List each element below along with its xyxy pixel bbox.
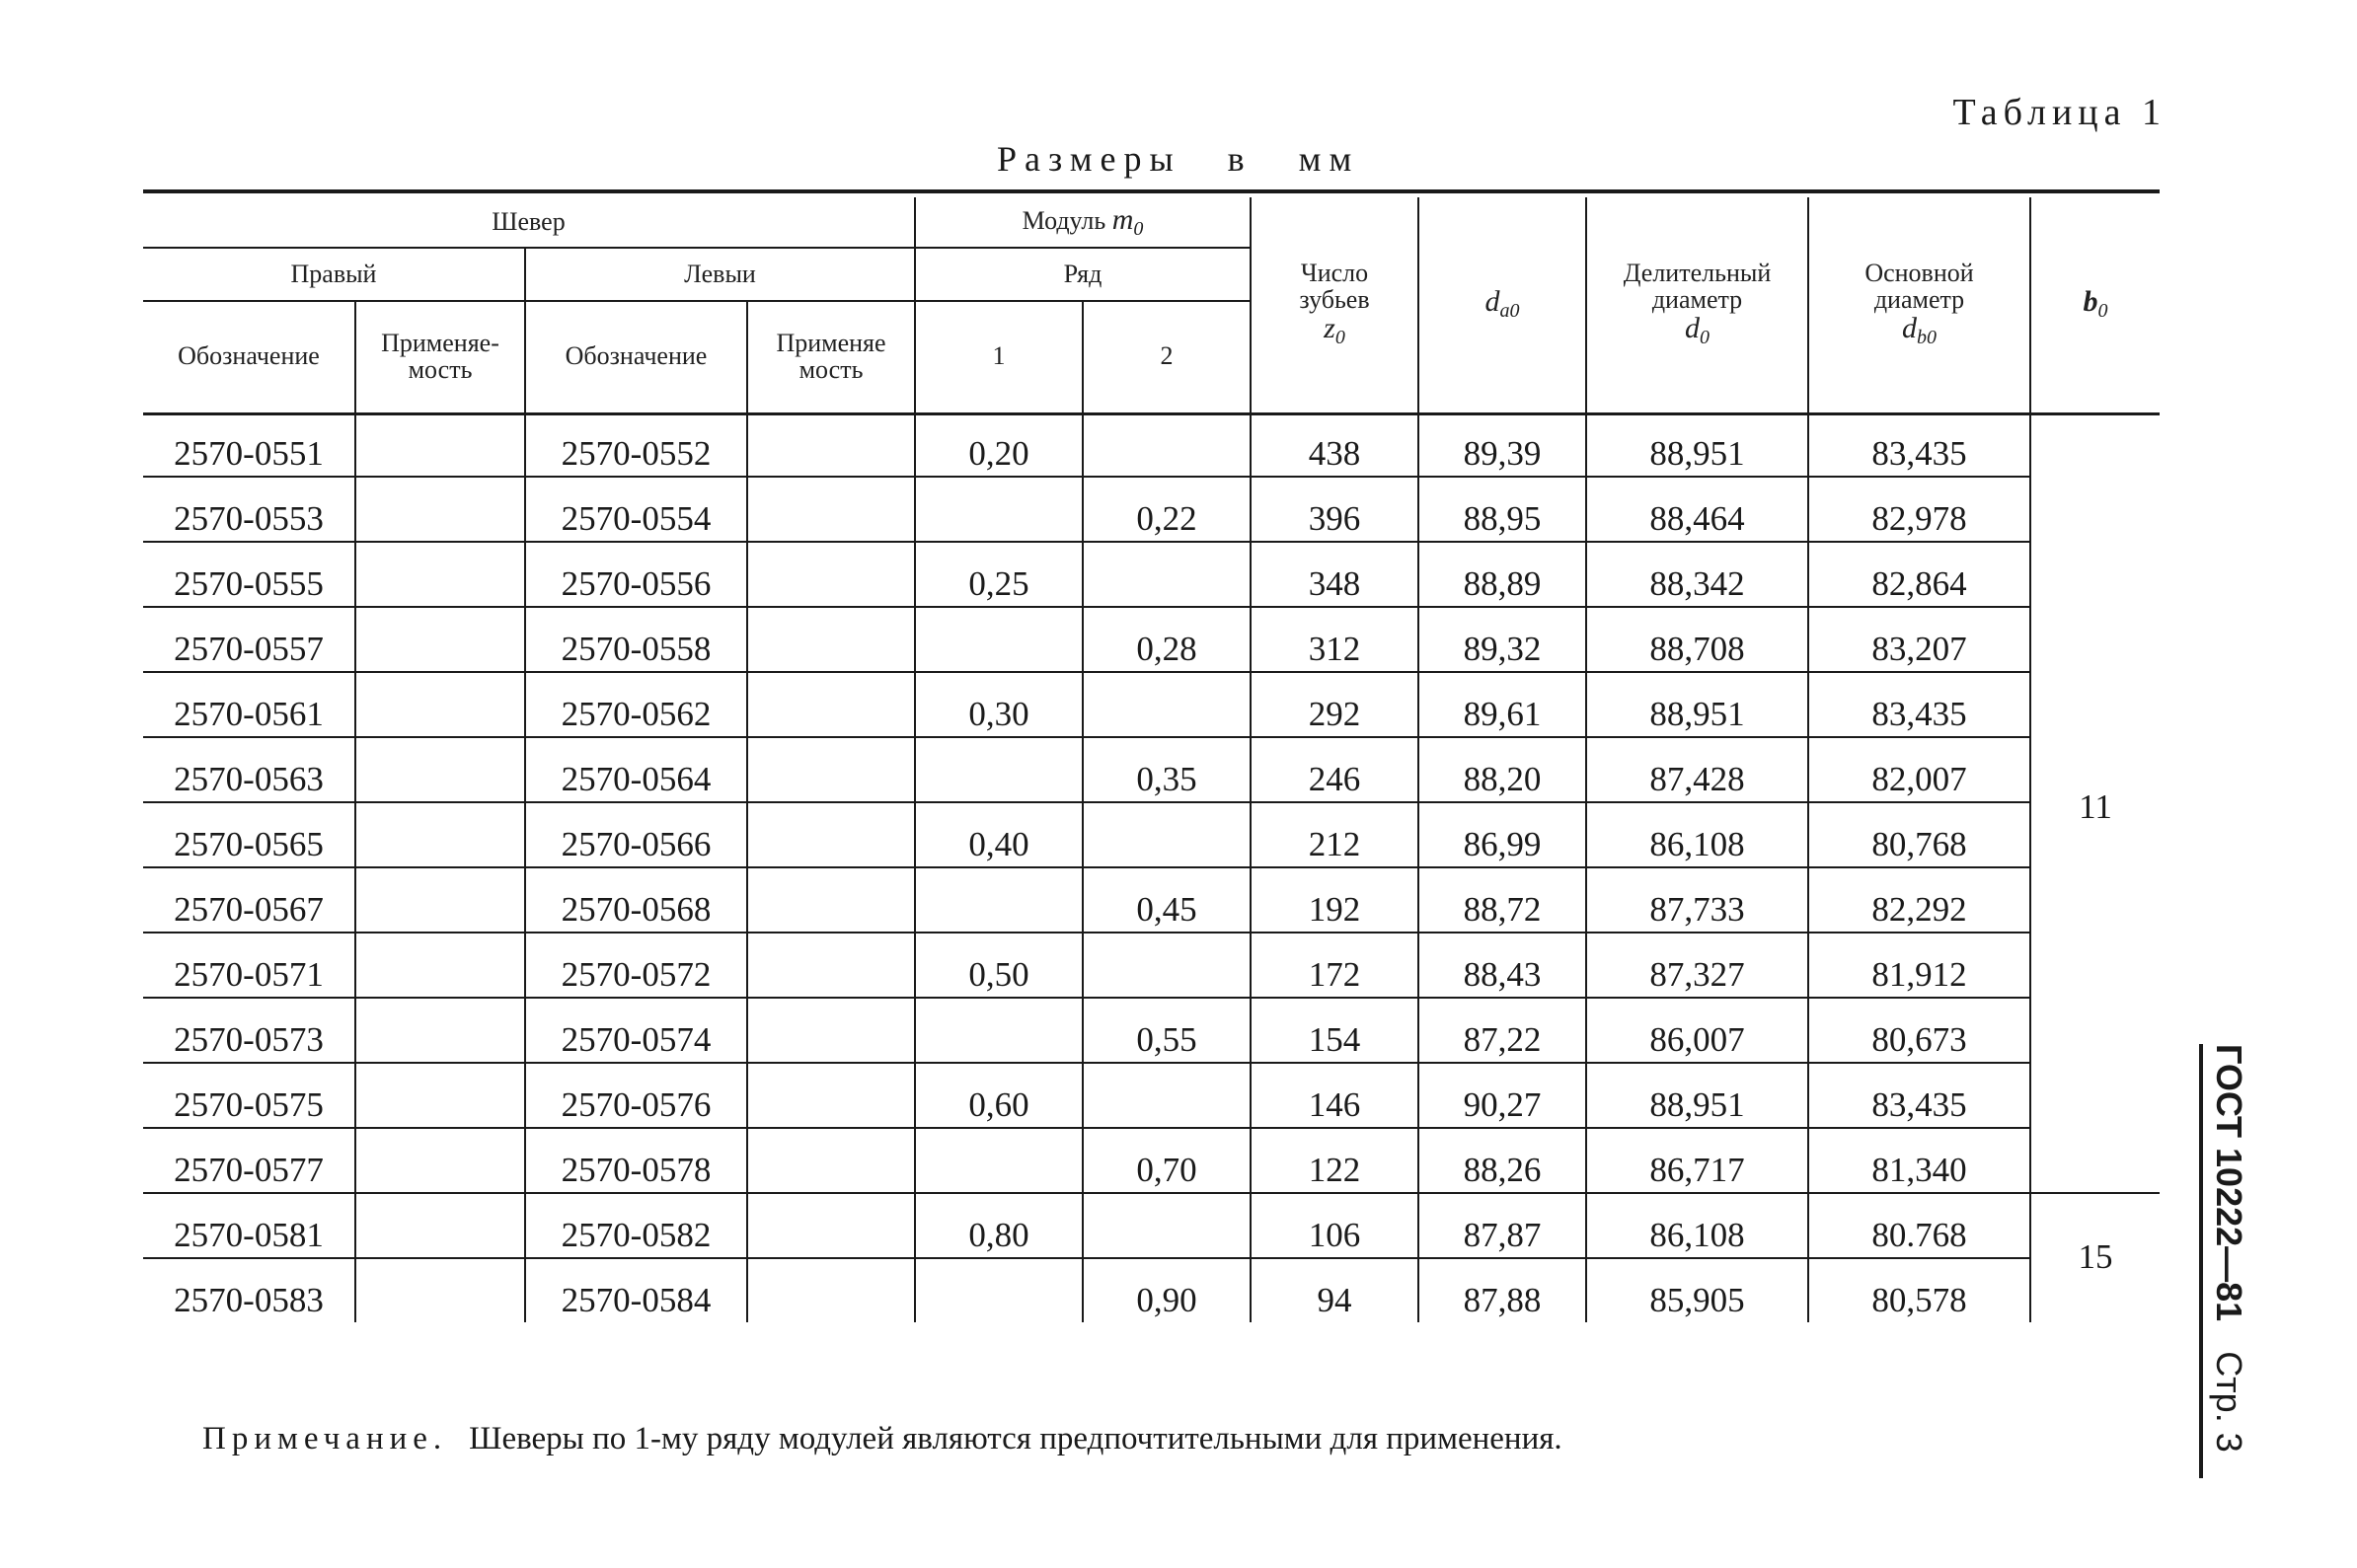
cell-base-diameter: 83,207 [1808, 607, 2030, 672]
cell-base-diameter: 83,435 [1808, 1063, 2030, 1128]
cell-base-diameter: 82,978 [1808, 477, 2030, 542]
cell-left-designation: 2570-0554 [525, 477, 747, 542]
cell-tip-diameter: 88,43 [1418, 933, 1586, 998]
cell-right-applicability [355, 1128, 525, 1193]
cell-module-row2: 0,28 [1083, 607, 1251, 672]
cell-right-designation: 2570-0575 [143, 1063, 355, 1128]
note-text: Шеверы по 1-му ряду модулей являются предпочтительными для применения. [469, 1421, 1562, 1456]
cell-teeth-count: 212 [1251, 802, 1418, 867]
cell-right-applicability [355, 1063, 525, 1128]
table-top-rule [143, 189, 2160, 193]
cell-tip-diameter: 90,27 [1418, 1063, 1586, 1128]
table-row [143, 672, 2160, 737]
cell-tip-diameter: 88,89 [1418, 542, 1586, 607]
cell-tip-diameter: 87,87 [1418, 1193, 1586, 1258]
cell-teeth-count: 172 [1251, 933, 1418, 998]
cell-tip-diameter: 88,95 [1418, 477, 1586, 542]
table-row [143, 737, 2160, 802]
cell-teeth-count: 438 [1251, 411, 1418, 477]
cell-module-row1: 0,25 [915, 542, 1083, 607]
cell-right-designation: 2570-0551 [143, 411, 355, 477]
cell-right-designation: 2570-0571 [143, 933, 355, 998]
table-row [143, 411, 2160, 477]
cell-base-diameter: 81,340 [1808, 1128, 2030, 1193]
cell-teeth-count: 122 [1251, 1128, 1418, 1193]
cell-right-applicability [355, 411, 525, 477]
note-label: Примечание. [202, 1421, 448, 1456]
cell-left-applicability [747, 672, 915, 737]
cell-right-applicability [355, 867, 525, 933]
cell-teeth-count: 348 [1251, 542, 1418, 607]
header-row-1: 1 [915, 301, 1083, 411]
cell-left-applicability [747, 1193, 915, 1258]
cell-left-applicability [747, 477, 915, 542]
header-teeth-line2: зубьев [1299, 285, 1370, 314]
cell-module-row1 [915, 477, 1083, 542]
header-base-symbol: d [1902, 312, 1917, 345]
cell-right-applicability [355, 802, 525, 867]
header-pitch-diameter [1586, 197, 1808, 411]
cell-left-designation: 2570-0564 [525, 737, 747, 802]
cell-module-row2 [1083, 1193, 1251, 1258]
table-row [143, 1128, 2160, 1193]
side-reference [2199, 1044, 2258, 1478]
header-left: Левыи [525, 248, 915, 301]
cell-teeth-count: 106 [1251, 1193, 1418, 1258]
cell-right-applicability [355, 737, 525, 802]
cell-left-designation: 2570-0562 [525, 672, 747, 737]
cell-tip-diameter: 89,32 [1418, 607, 1586, 672]
cell-teeth-count: 396 [1251, 477, 1418, 542]
cell-right-applicability [355, 672, 525, 737]
cell-base-diameter: 83,435 [1808, 672, 2030, 737]
header-tip-diameter [1418, 197, 1586, 411]
cell-left-designation: 2570-0576 [525, 1063, 747, 1128]
cell-module-row1: 0,50 [915, 933, 1083, 998]
cell-base-diameter: 80,578 [1808, 1258, 2030, 1322]
cell-teeth-count: 154 [1251, 998, 1418, 1063]
cell-tip-diameter: 88,72 [1418, 867, 1586, 933]
header-width [2030, 197, 2160, 411]
cell-pitch-diameter: 88,951 [1586, 1063, 1808, 1128]
cell-module-row2 [1083, 1063, 1251, 1128]
cell-base-diameter: 82,864 [1808, 542, 2030, 607]
table-body [143, 411, 2160, 1322]
header-base-line1: Основной [1864, 258, 1974, 287]
cell-right-designation: 2570-0563 [143, 737, 355, 802]
cell-right-designation: 2570-0577 [143, 1128, 355, 1193]
cell-module-row1 [915, 737, 1083, 802]
cell-module-row1: 0,20 [915, 411, 1083, 477]
cell-right-designation: 2570-0565 [143, 802, 355, 867]
shaver-dimensions-table [143, 197, 2160, 1322]
cell-left-designation: 2570-0578 [525, 1128, 747, 1193]
cell-teeth-count: 312 [1251, 607, 1418, 672]
cell-left-designation: 2570-0582 [525, 1193, 747, 1258]
cell-pitch-diameter: 87,327 [1586, 933, 1808, 998]
cell-left-designation: 2570-0574 [525, 998, 747, 1063]
table-row [143, 1258, 2160, 1322]
cell-module-row1 [915, 867, 1083, 933]
standard-number: ГОСТ 10222—81 [2209, 1044, 2249, 1322]
table-number: Таблица 1 [1952, 92, 2167, 133]
cell-right-designation: 2570-0553 [143, 477, 355, 542]
cell-pitch-diameter: 88,708 [1586, 607, 1808, 672]
cell-left-designation: 2570-0556 [525, 542, 747, 607]
cell-left-designation: 2570-0566 [525, 802, 747, 867]
cell-left-designation: 2570-0558 [525, 607, 747, 672]
cell-left-designation: 2570-0572 [525, 933, 747, 998]
header-base-sub: b0 [1917, 327, 1937, 349]
header-module [915, 197, 1251, 248]
table-note [202, 1421, 1562, 1457]
cell-right-applicability [355, 1258, 525, 1322]
cell-module-row2: 0,45 [1083, 867, 1251, 933]
cell-base-diameter: 81,912 [1808, 933, 2030, 998]
header-module-label: Модуль [1022, 206, 1106, 235]
cell-pitch-diameter: 88,951 [1586, 411, 1808, 477]
cell-pitch-diameter: 87,428 [1586, 737, 1808, 802]
units-caption [997, 138, 1389, 180]
header-b0-symbol: b [2083, 285, 2098, 318]
header-module-sub: 0 [1133, 218, 1144, 240]
cell-right-designation: 2570-0567 [143, 867, 355, 933]
cell-teeth-count: 246 [1251, 737, 1418, 802]
table-header-rule [143, 412, 2160, 415]
header-pitch-symbol: d [1685, 312, 1700, 345]
table-row [143, 607, 2160, 672]
cell-right-designation: 2570-0581 [143, 1193, 355, 1258]
header-module-symbol: m [1111, 203, 1134, 236]
cell-right-designation: 2570-0583 [174, 1281, 324, 1319]
cell-left-applicability [747, 802, 915, 867]
header-row-2: 2 [1083, 301, 1251, 411]
cell-pitch-diameter: 87,733 [1586, 867, 1808, 933]
cell-module-row1: 0,60 [915, 1063, 1083, 1128]
cell-teeth-count: 146 [1251, 1063, 1418, 1128]
header-shaver: Шевер [143, 197, 915, 248]
table-row [143, 1193, 2160, 1258]
header-left-designation: Обозначение [525, 301, 747, 411]
cell-teeth-count: 192 [1251, 867, 1418, 933]
cell-left-designation: 2570-0584 [525, 1258, 747, 1322]
cell-right-applicability [355, 998, 525, 1063]
cell-pitch-diameter: 86,108 [1586, 802, 1808, 867]
cell-module-row2: 0,70 [1083, 1128, 1251, 1193]
table-row [143, 477, 2160, 542]
cell-right-designation: 2570-0555 [143, 542, 355, 607]
table-row [143, 998, 2160, 1063]
cell-pitch-diameter: 88,342 [1586, 542, 1808, 607]
cell-base-diameter: 80.768 [1808, 1193, 2030, 1258]
cell-module-row2 [1083, 542, 1251, 607]
cell-base-diameter: 80,768 [1808, 802, 2030, 867]
header-teeth-sub: 0 [1334, 327, 1345, 349]
cell-module-row2 [1083, 802, 1251, 867]
cell-pitch-diameter: 86,108 [1586, 1193, 1808, 1258]
cell-module-row1: 0,30 [915, 672, 1083, 737]
units-word-3: мм [1298, 139, 1360, 179]
header-base-diameter [1808, 197, 2030, 411]
header-right: Правый [143, 248, 525, 301]
cell-left-applicability [747, 867, 915, 933]
header-right-designation: Обозначение [178, 341, 320, 371]
cell-left-applicability [747, 1128, 915, 1193]
cell-tip-diameter: 87,88 [1418, 1258, 1586, 1322]
cell-left-applicability [747, 607, 915, 672]
header-da-sub: a0 [1499, 300, 1520, 322]
header-pitch-line1: Делительный [1623, 258, 1772, 287]
header-b0-sub: 0 [2097, 300, 2108, 322]
cell-module-row2: 0,90 [1083, 1258, 1251, 1322]
page-number: Стр. 3 [2209, 1351, 2249, 1453]
cell-module-row1 [915, 607, 1083, 672]
cell-right-applicability [355, 477, 525, 542]
header-teeth [1251, 197, 1418, 411]
header-left-applicability: Применяе мость [747, 301, 915, 411]
table-row [143, 933, 2160, 998]
cell-width-group-1: 11 [2030, 411, 2160, 1193]
cell-right-designation: 2570-0557 [143, 607, 355, 672]
header-pitch-line2: диаметр [1651, 285, 1743, 314]
cell-tip-diameter: 88,26 [1418, 1128, 1586, 1193]
units-word-1: Размеры [997, 139, 1181, 179]
header-pitch-sub: 0 [1700, 327, 1710, 349]
cell-module-row2 [1083, 672, 1251, 737]
cell-right-applicability [355, 607, 525, 672]
header-da-symbol: d [1484, 285, 1500, 318]
cell-base-diameter: 83,435 [1808, 411, 2030, 477]
cell-pitch-diameter: 86,717 [1586, 1128, 1808, 1193]
cell-width-group-2: 15 [2030, 1193, 2160, 1322]
cell-left-applicability [747, 411, 915, 477]
cell-left-applicability [747, 1063, 915, 1128]
header-teeth-line1: Число [1300, 258, 1369, 287]
cell-module-row2: 0,35 [1083, 737, 1251, 802]
cell-right-applicability [355, 1193, 525, 1258]
cell-module-row1: 0,40 [915, 802, 1083, 867]
header-right-applicability: Применяе-мость [355, 301, 525, 411]
cell-module-row1 [915, 1128, 1083, 1193]
cell-module-row1: 0,80 [915, 1193, 1083, 1258]
cell-base-diameter: 82,292 [1808, 867, 2030, 933]
cell-module-row2 [1083, 933, 1251, 998]
cell-right-designation: 2570-0573 [143, 998, 355, 1063]
cell-tip-diameter: 89,39 [1418, 411, 1586, 477]
cell-module-row2: 0,55 [1083, 998, 1251, 1063]
cell-teeth-count: 292 [1251, 672, 1418, 737]
cell-module-row1 [915, 998, 1083, 1063]
cell-pitch-diameter: 86,007 [1586, 998, 1808, 1063]
cell-right-applicability [355, 542, 525, 607]
cell-pitch-diameter: 88,464 [1586, 477, 1808, 542]
table-row [143, 867, 2160, 933]
units-word-2: в [1227, 139, 1253, 179]
cell-tip-diameter: 87,22 [1418, 998, 1586, 1063]
cell-module-row1 [915, 1258, 1083, 1322]
cell-module-row2 [1083, 411, 1251, 477]
cell-left-designation: 2570-0568 [525, 867, 747, 933]
cell-base-diameter: 82,007 [1808, 737, 2030, 802]
cell-base-diameter: 80,673 [1808, 998, 2030, 1063]
cell-left-applicability [747, 737, 915, 802]
cell-left-designation: 2570-0552 [525, 411, 747, 477]
cell-tip-diameter: 88,20 [1418, 737, 1586, 802]
header-teeth-symbol: z [1324, 312, 1335, 345]
cell-right-applicability [355, 933, 525, 998]
cell-tip-diameter: 86,99 [1418, 802, 1586, 867]
cell-right-designation: 2570-0561 [143, 672, 355, 737]
table-row [143, 802, 2160, 867]
header-row: Ряд [915, 248, 1251, 301]
cell-left-applicability [747, 933, 915, 998]
cell-left-applicability [747, 998, 915, 1063]
cell-pitch-diameter: 88,951 [1586, 672, 1808, 737]
cell-pitch-diameter: 85,905 [1586, 1258, 1808, 1322]
cell-tip-diameter: 89,61 [1418, 672, 1586, 737]
cell-module-row2: 0,22 [1083, 477, 1251, 542]
cell-left-applicability [747, 542, 915, 607]
table-row [143, 542, 2160, 607]
table-row [143, 1063, 2160, 1128]
cell-teeth-count: 94 [1251, 1258, 1418, 1322]
header-base-line2: диаметр [1873, 285, 1965, 314]
cell-left-applicability [747, 1258, 915, 1322]
side-reference-text [2199, 1044, 2258, 1478]
